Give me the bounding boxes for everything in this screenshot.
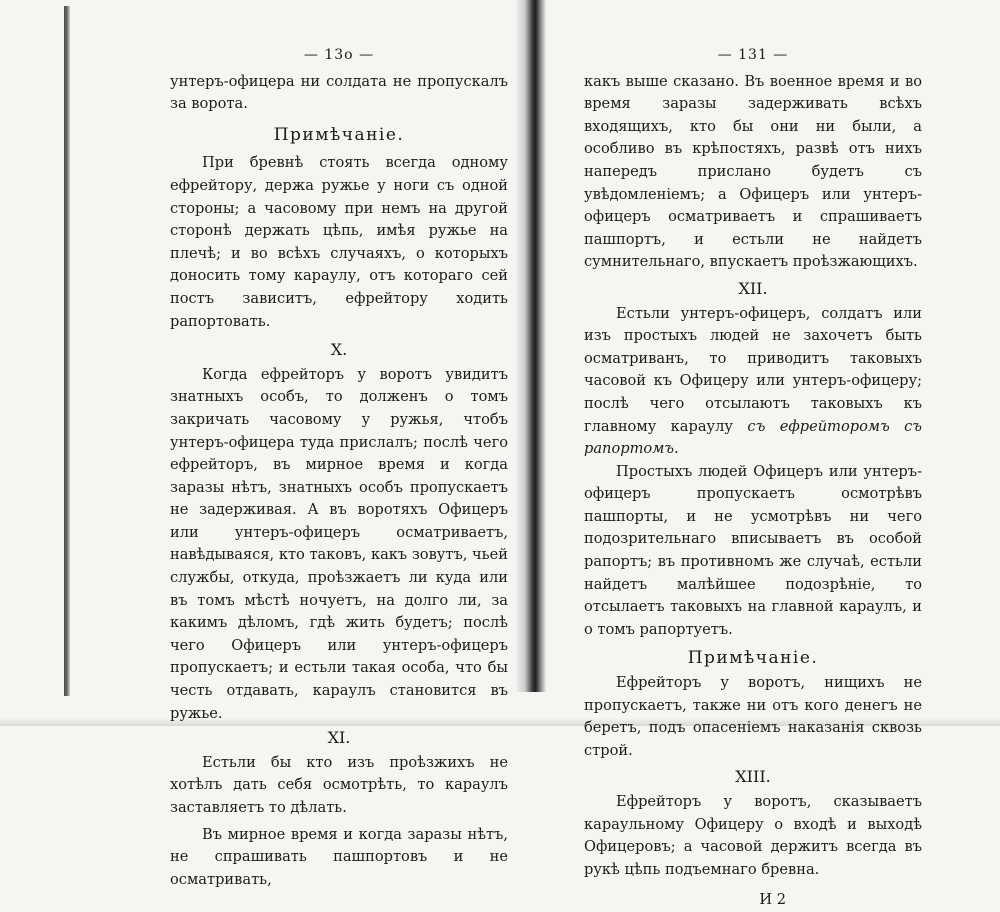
section-heading: Примѣчаніе.: [687, 648, 819, 669]
paragraph: Ефрейторъ у воротъ, сказываетъ караульному Офицеру о входѣ и выходѣ Офицеровъ; а часовой держитъ всегда въ рукѣ цѣпь подъемнаго бревна.: [584, 793, 922, 878]
paragraph: [584, 303, 922, 461]
paragraph: Простыхъ людей Офицеръ или унтеръ-офицеръ пропускаетъ осмотрѣвъ пашпорты, и не усмотрѣвъ ни чего подозрительнаго вписываетъ въ особой рапортъ; въ противномъ же случаѣ, естьли найдетъ малѣйшее подозрѣніе, то отсылаетъ таковыхъ на главной караулъ, и о томъ рапортуетъ.: [584, 462, 922, 638]
page-number: — 131 —: [717, 47, 789, 63]
section-number: X.: [330, 340, 348, 360]
left-binding-edge: [64, 6, 70, 696]
paragraph: какъ выше сказано. Въ военное время и во время заразы задерживать всѣхъ входящихъ, кто бы они ни были, а особливо въ крѣпостяхъ, развѣ отъ нихъ напередъ прислано будетъ съ увѣдомленіемъ; а Офицеръ или унтеръ-офицеръ осматриваетъ и спрашиваетъ пашпортъ, и естьли не найдетъ сумнительнаго, впускаетъ проѣзжающихъ.: [584, 72, 922, 271]
paragraph: Въ мирное время и когда заразы нѣтъ, не спрашивать пашпортовъ и не осматривать,: [170, 825, 508, 888]
paragraph-italic: съ ефрейторомъ съ рапортомъ.: [584, 417, 923, 458]
paragraph-text: Естьли унтеръ-офицеръ, солдатъ или изъ простыхъ людей не захочетъ быть осматриванъ, то приводитъ таковыхъ часовой къ Офицеру или унтеръ-офицеру; послѣ чего отсылаютъ таковыхъ къ главному караулу: [584, 304, 922, 435]
paragraph: Когда ефрейторъ у воротъ увидитъ знатныхъ особъ, то долженъ о томъ закричать часовому у ружья, чтобъ унтеръ-офицера туда прислалъ; послѣ чего ефрейторъ, въ мирное время и когда заразы нѣтъ, знатныхъ особъ пропускаетъ не задерживая. А въ воротяхъ Офицеръ или унтеръ-офицеръ осматриваетъ, навѣдываяся, кто таковъ, какъ зовутъ, чьей службы, откуда, проѣзжаетъ ли куда или въ томъ мѣстѣ ночуетъ, на долго ли, за какимъ дѣломъ, гдѣ жить будетъ; послѣ чего Офицеръ или унтеръ-офицеръ пропускаетъ; и естьли такая особа, что бы честь отдавать, караулъ становится въ ружье.: [170, 365, 508, 722]
right-page: [584, 44, 922, 912]
paragraph: Ефрейторъ у воротъ, нищихъ не пропускаетъ, также ни отъ кого денегъ не беретъ, подъ опасеніемъ наказанія сквозь строй.: [584, 674, 922, 759]
paragraph: Естьли бы кто изъ проѣзжихъ не хотѣлъ дать себя осмотрѣть, то караулъ заставляетъ то дѣлать.: [170, 753, 508, 816]
section-number: XI.: [327, 728, 351, 748]
center-gutter: [516, 0, 546, 692]
section-number: XII.: [738, 278, 768, 298]
paragraph: унтеръ-офицера ни солдата не пропускалъ за ворота.: [170, 72, 508, 113]
page-number: — 13о —: [303, 47, 375, 63]
section-heading: Примѣчаніе.: [273, 124, 405, 145]
paragraph: При бревнѣ стоять всегда одному ефрейтору, держа ружье у ноги съ одной стороны; а часовому при немъ на другой сторонѣ держать цѣпь, имѣя ружье на плечѣ; и во всѣхъ случаяхъ, о которыхъ доносить тому караулу, отъ котораго сей постъ зависитъ, ефрейтору ходить рапортовать.: [170, 154, 508, 330]
section-number: XIII.: [735, 767, 771, 787]
left-page: [170, 44, 508, 891]
signature-mark: И 2: [759, 891, 786, 909]
